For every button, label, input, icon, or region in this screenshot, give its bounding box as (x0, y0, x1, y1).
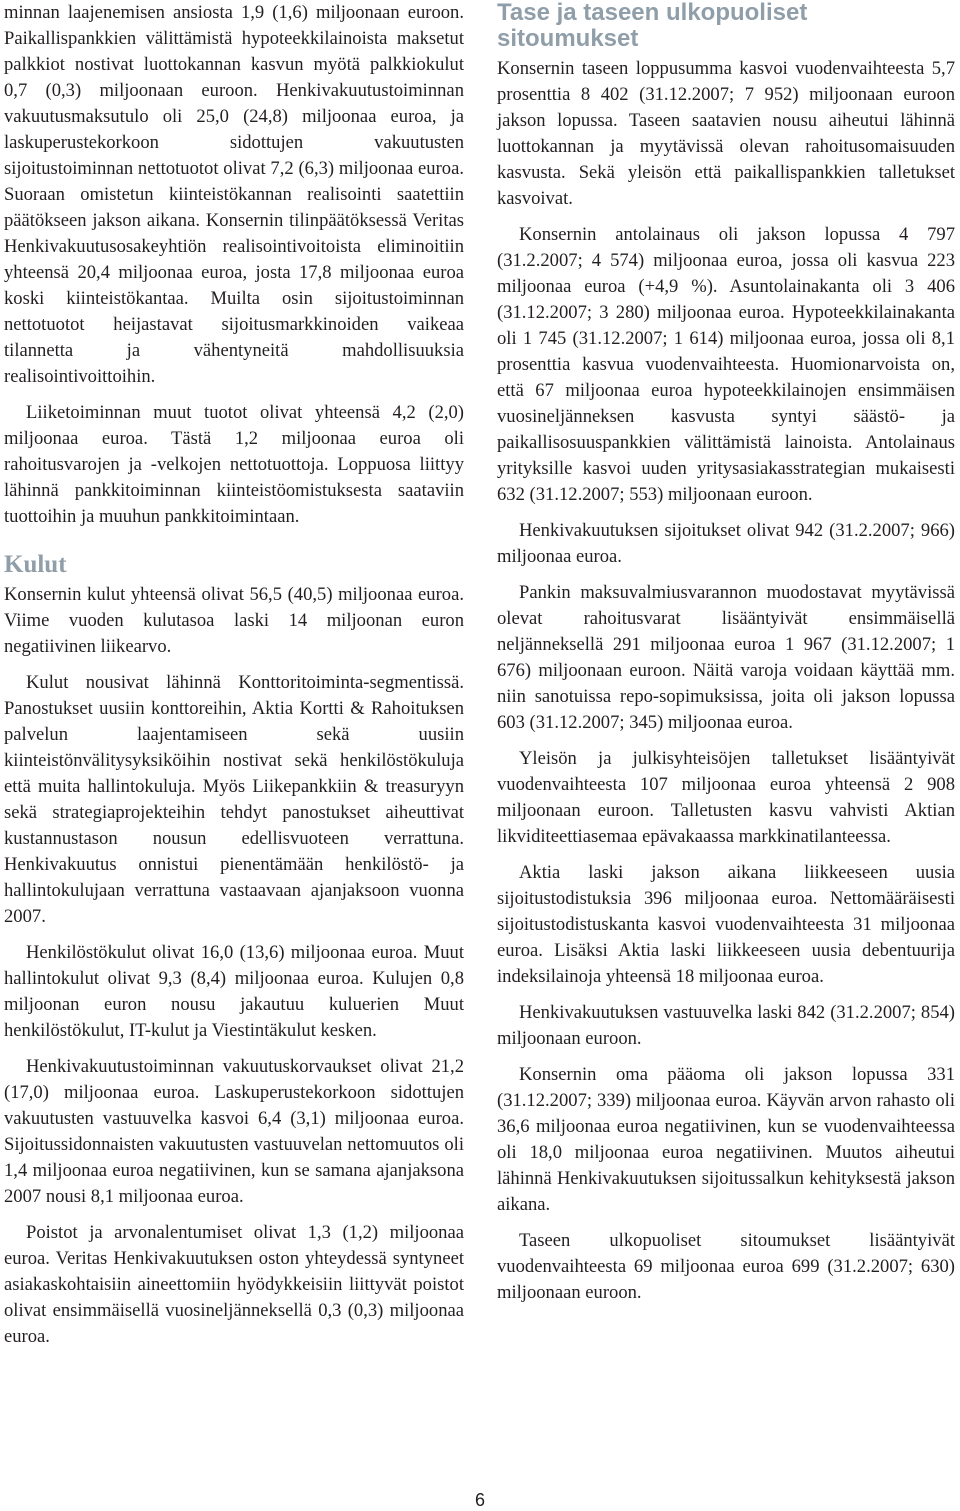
left-column (4, 0, 464, 1360)
left-intro-paragraph-1: minnan laajenemisen ansiosta 1,9 (1,6) miljoonaan euroon. Paikallispankkien välittämistä hypoteekkilainoista maksetut palkkiot nostivat luottokannan kasvun myötä palkkiokulut 0,7 (0,3) miljoonaan euroon. Henkivakuutustoiminnan vakuutusmaksutulo oli 25,0 (24,8) miljoonaa euroa, ja laskuperustekorkoon sidottujen vakuutusten sijoitustoiminnan nettotuotot olivat 7,2 (6,3) miljoonaa euroa. Suoraan omistetun kiinteistökannan realisointi saatettiin päätökseen jakson aikana. Konsernin tilinpäätöksessä Veritas Henkivakuutusosakeyhtiön realisointivoitoista eliminoitiin yhteensä 20,4 miljoonaa euroa, josta 17,8 miljoonaa euroa koski kiinteistökantaa. Muilta osin sijoitustoiminnan nettotuotot heijastavat sijoitusmarkkinoiden vaikeaa tilannetta ja vähentyneitä mahdollisuuksia realisointivoittoihin. (4, 2, 464, 387)
left-intro-paragraph-2: Liiketoiminnan muut tuotot olivat yhteensä 4,2 (2,0) miljoonaa euroa. Tästä 1,2 miljoonaa euroa oli rahoitusvarojen ja -velkojen nettotuottoja. Loppuosa liittyy lähinnä pankkitoiminnan kiinteistöomistuksesta saataviin tuottoihin ja muuhun pankkitoimintaan. (4, 402, 464, 527)
tase-paragraph-9: Taseen ulkopuoliset sitoumukset lisääntyivät vuodenvaihteesta 69 miljoonaa euroa 699 (31.2.2007; 630) miljoonaan euroon. (497, 1230, 955, 1303)
tase-paragraph-4: Pankin maksuvalmiusvarannon muodostavat myytävissä olevat rahoitusvarat lisääntyivät ensimmäisellä neljänneksellä 291 miljoonaa euroa 1 967 (31.12.2007; 1 676) miljoonaan euroon. Näitä varoja voidaan käyttää mm. niin sanotuissa repo-sopimuksissa, joita oli jakson lopussa 603 (31.12.2007; 345) miljoonaa euroa. (497, 582, 955, 733)
tase-heading: Tase ja taseen ulkopuoliset sitoumukset (497, 0, 808, 52)
right-column (497, 0, 955, 1316)
tase-paragraph-7: Henkivakuutuksen vastuuvelka laski 842 (31.2.2007; 854) miljoonaan euroon. (497, 1002, 955, 1049)
tase-paragraph-5: Yleisön ja julkisyhteisöjen talletukset lisääntyivät vuodenvaihteesta 107 miljoonaa euroa yhteensä 2 908 miljoonaan euroon. Talletusten kasvu vahvisti Aktian likviditeettiasemaa epävakaassa markkinatilanteessa. (497, 748, 955, 847)
tase-paragraph-1: Konsernin taseen loppusumma kasvoi vuodenvaihteesta 5,7 prosenttia 8 402 (31.12.2007; 7 952) miljoonaan euroon jakson lopussa. Taseen saatavien nousu aiheutui lähinnä luottokannan ja myytävissä olevan rahoitusomaisuuden kasvusta. Sekä yleisön että paikallispankkien talletukset kasvoivat. (497, 58, 955, 209)
kulut-paragraph-2: Kulut nousivat lähinnä Konttoritoiminta-segmentissä. Panostukset uusiin konttoreihin, Aktia Kortti & Rahoituksen palvelun laajentamiseen sekä uusiin kiinteistönvälitysyksiköihin nostivat sekä henkilöstökuluja että muita hallintokuluja. Myös Liikepankkiin & treasuryyn sekä strategiaprojekteihin tehdyt panostukset aiheuttivat kustannustason nousun edellisvuoteen verrattuna. Henkivakuutus onnistui pienentämään henkilöstö- ja hallintokulujaan verrattuna vastaavaan ajanjaksoon vuonna 2007. (4, 672, 464, 927)
kulut-heading: Kulut (4, 551, 67, 578)
kulut-paragraph-1: Konsernin kulut yhteensä olivat 56,5 (40,5) miljoonaa euroa. Viime vuoden kulutasoa laski 14 miljoonan euron negatiivinen liikearvo. (4, 584, 464, 657)
kulut-paragraph-3: Henkilöstökulut olivat 16,0 (13,6) miljoonaa euroa. Muut hallintokulut olivat 9,3 (8,4) miljoonaa euroa. Kulujen 0,8 miljoonan euron nousu jakautuu kuluerien Muut henkilöstökulut, IT-kulut ja Viestintäkulut kesken. (4, 942, 464, 1041)
tase-paragraph-2: Konsernin antolainaus oli jakson lopussa 4 797 (31.2.2007; 4 574) miljoonaa euroa, jossa oli kasvua 223 miljoonaa euroa (+4,9 %). Asuntolainakanta oli 3 406 (31.12.2007; 3 280) miljoonaa euroa. Hypoteekkilainakanta oli 1 745 (31.12.2007; 1 614) miljoonaa euroa, jossa oli 8,1 prosenttia kasvua vuodenvaihteesta. Huomionarvoista on, että 67 miljoonaa euroa hypoteekkilainojen ensimmäisen vuosineljänneksen kasvusta syntyi säästö- ja paikallisosuuspankkien välittämistä lainoista. Antolainaus yrityksille kasvoi uuden yritysasiakasstrategian mukaisesti 632 (31.12.2007; 553) miljoonaan euroon. (497, 224, 955, 505)
kulut-paragraph-5: Poistot ja arvonalentumiset olivat 1,3 (1,2) miljoonaa euroa. Veritas Henkivakuutuksen oston yhteydessä syntyneet asiakaskohtaisiin aineettomiin hyödykkeisiin liittyvät poistot olivat ensimmäisellä vuosineljänneksellä 0,3 (0,3) miljoonaa euroa. (4, 1222, 464, 1347)
page-number: 6 (474, 1490, 485, 1510)
tase-paragraph-8: Konsernin oma pääoma oli jakson lopussa 331 (31.12.2007; 339) miljoonaa euroa. Käyvän arvon rahasto oli 36,6 miljoonaa euroa negatiivinen, kun se vuodenvaihteessa oli 18,0 miljoonaa euroa negatiivinen. Muutos aiheutui lähinnä Henkivakuutuksen sijoitussalkun kehityksestä jakson aikana. (497, 1064, 955, 1215)
kulut-paragraph-4: Henkivakuutustoiminnan vakuutuskorvaukset olivat 21,2 (17,0) miljoonaa euroa. Laskuperustekorkoon sidottujen vakuutusten vastuuvelka kasvoi 6,4 (3,1) miljoonaa euroa. Sijoitussidonnaisten vakuutusten vastuuvelan nettomuutos oli 1,4 miljoonaa euroa negatiivinen, kun se samana ajanjaksona 2007 nousi 8,1 miljoonaa euroa. (4, 1056, 464, 1207)
tase-paragraph-3: Henkivakuutuksen sijoitukset olivat 942 (31.2.2007; 966) miljoonaa euroa. (497, 520, 955, 567)
tase-paragraph-6: Aktia laski jakson aikana liikkeeseen uusia sijoitustodistuksia 396 miljoonaa euroa. Nettomääräisesti sijoitustodistuskanta kasvoi vuodenvaihteesta 31 miljoonaa euroa. Lisäksi Aktia laski liikkeeseen uusia debentuurija indeksilainoja yhteensä 18 miljoonaa euroa. (497, 862, 955, 987)
